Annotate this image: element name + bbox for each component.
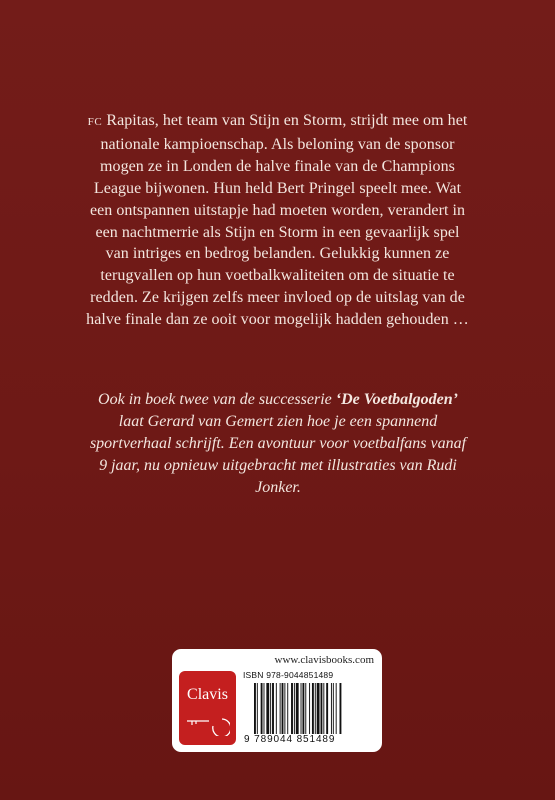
barcode-bar bbox=[315, 683, 316, 734]
barcode-bar bbox=[321, 683, 323, 734]
barcode-bar bbox=[264, 683, 265, 734]
blurb-text: Rapitas, het team van Stijn en Storm, strijdt mee om het nationale kampioenschap. Als beloning van de sponsor mogen ze in Londen de halve finale van de Champions League bijwonen. Hun held Bert Pringel speelt mee. Wat een ontspannen uitstapje had moeten worden, verandert in een nachtmerrie als Stijn en Storm in een gevaarlijk spel van intriges en bedrog belanden. Gelukkig kunnen ze terugvallen op hun voetbalkwaliteiten om de situatie te redden. Ze krijgen zelfs meer invloed op de uitslag van de halve finale dan ze ooit voor mogelijk hadden gehouden … bbox=[86, 112, 469, 329]
website-url: www.clavisbooks.com bbox=[274, 654, 374, 666]
barcode-bar bbox=[266, 683, 269, 734]
barcode-icon bbox=[254, 683, 370, 734]
blurb-paragraph bbox=[85, 110, 470, 331]
barcode-bar bbox=[317, 683, 320, 734]
barcode-bar bbox=[302, 683, 304, 734]
series-note-before: Ook in boek twee van de successerie bbox=[98, 391, 336, 408]
barcode-digits: 9 789044 851489 bbox=[244, 734, 336, 745]
publisher-name: Clavis bbox=[187, 686, 228, 703]
barcode-bar bbox=[336, 683, 337, 734]
barcode-bar bbox=[294, 683, 295, 734]
isbn-text: ISBN 978-9044851489 bbox=[243, 670, 334, 680]
key-icon bbox=[185, 714, 230, 736]
barcode-bar bbox=[272, 683, 274, 734]
barcode-bar bbox=[309, 683, 310, 734]
barcode-bar bbox=[254, 683, 256, 734]
barcode-bar bbox=[301, 683, 302, 734]
barcode-bar bbox=[261, 683, 263, 734]
barcode-bar bbox=[333, 683, 334, 734]
series-note-after: laat Gerard van Gemert zien hoe je een spannend sportverhaal schrijft. Een avontuur voor voetbalfans vanaf 9 jaar, nu opnieuw uitgebracht met illustraties van Rudi Jonker. bbox=[89, 412, 467, 496]
barcode-bar bbox=[312, 683, 314, 734]
barcode-bar bbox=[326, 683, 328, 734]
series-note bbox=[88, 389, 468, 499]
barcode-bar bbox=[340, 683, 342, 734]
barcode-bar bbox=[270, 683, 271, 734]
barcode-label bbox=[172, 649, 382, 752]
barcode-bar bbox=[331, 683, 332, 734]
barcode-bar bbox=[284, 683, 285, 734]
barcode-bar bbox=[282, 683, 284, 734]
barcode-bar bbox=[287, 683, 288, 734]
barcode-bar bbox=[305, 683, 306, 734]
barcode-bar bbox=[257, 683, 258, 734]
barcode-bar bbox=[276, 683, 277, 734]
publisher-logo bbox=[179, 671, 236, 745]
barcode-bar bbox=[323, 683, 324, 734]
barcode-bar bbox=[291, 683, 293, 734]
series-title: ‘De Voetbalgoden’ bbox=[335, 391, 458, 408]
barcode-bar bbox=[296, 683, 299, 734]
fc-abbreviation: FC bbox=[87, 116, 103, 128]
barcode-bar bbox=[280, 683, 281, 734]
